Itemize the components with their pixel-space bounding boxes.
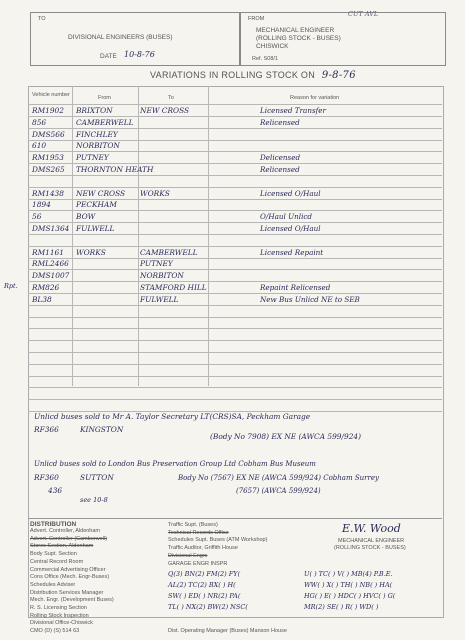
sale-2-line1: Unlicd buses sold to London Bus Preservation Group Ltd Cobham Bus Museum [34, 460, 316, 468]
cell-reason: Repaint Relicensed [260, 283, 331, 292]
garage-code-line-right: U( ) TC( ) V( ) MB(4) P.B.E. [304, 570, 393, 578]
table-row [30, 106, 440, 118]
from-line-1: MECHANICAL ENGINEER [256, 27, 335, 34]
distribution-item: Schedules Supt. Buses (ATM Workshop) [168, 537, 268, 544]
cell-to: FULWELL [140, 294, 179, 304]
garage-code-line-right: MR(2) SE( ) R( ) WD( ) [304, 603, 379, 611]
from-line-3: CHISWICK [256, 43, 289, 50]
ruled-line [28, 340, 442, 341]
title-text: VARIATIONS IN ROLLING STOCK ON [150, 70, 316, 80]
distribution-item: Commercial Advertising Officer [30, 566, 106, 573]
cell-to: CAMBERWELL [140, 247, 198, 257]
distribution-item: Cons Office (Mech. Engr-Buses) [30, 574, 110, 581]
cell-to: STAMFORD HILL [140, 283, 207, 292]
date-label: DATE [100, 53, 117, 60]
cell-to: NEW CROSS [140, 106, 190, 115]
page-title [150, 70, 356, 81]
ruled-line [28, 317, 442, 318]
distribution-item: Advert. Controller (Camberwell) [30, 535, 108, 542]
table-row [30, 130, 440, 142]
cell-vehicle: 610 [32, 141, 47, 151]
distribution-item: GARAGE ENGR INSPR [168, 560, 228, 567]
sale-1-line1: Unlicd buses sold to Mr A. Taylor Secretary LT(CRS)SA, Peckham Garage [34, 412, 311, 421]
table-row [30, 224, 440, 236]
col-reason: Reason for variation [290, 95, 340, 101]
distribution-item: Divisional Office-Chiswick [30, 620, 93, 627]
cell-vehicle: DMS1364 [32, 224, 70, 233]
cell-vehicle: RM1161 [32, 247, 64, 257]
distribution-rule [28, 518, 442, 519]
cell-from: BRIXTON [76, 106, 113, 115]
distribution-item: Stores Section, Aldenham [30, 543, 94, 550]
cell-from: NEW CROSS [76, 188, 126, 198]
distribution-item: Mech. Engr. (Development Buses) [30, 597, 114, 604]
sale-2-vehicle: RF360 [34, 473, 59, 482]
margin-note: Rpt. [4, 282, 18, 290]
sale-2-line3: (7657) (AWCA 599/924) [236, 487, 321, 495]
signature-title-1: MECHANICAL ENGINEER [338, 538, 405, 544]
distribution-footer: Dist. Operating Manager (Buses) Manson House [168, 628, 287, 634]
ruled-line [28, 399, 442, 400]
signature: E.W. Wood [342, 522, 401, 535]
ref-label: Ref. S08/1 [252, 56, 278, 62]
from-label: FROM [248, 16, 265, 22]
cell-vehicle: RM1953 [32, 153, 64, 163]
garage-code-line-right: WW( ) X( ) TH( ) NB( ) HA( [304, 581, 393, 589]
ruled-line [28, 328, 442, 329]
sale-2-vehicle2: 436 [48, 486, 63, 495]
cell-vehicle: DMS566 [32, 129, 65, 139]
table-row [30, 177, 440, 189]
table-row [30, 212, 440, 224]
distribution-item: Rolling Stock Inspection [30, 612, 89, 619]
table-row [30, 283, 440, 295]
cell-to: NORBITON [140, 271, 184, 281]
table-row [30, 248, 440, 260]
sale-1-from: KINGSTON [80, 425, 124, 434]
ruled-line [28, 387, 442, 388]
cell-vehicle: DMS1007 [32, 271, 70, 281]
signature-title-2: (ROLLING STOCK - BUSES) [334, 545, 406, 551]
table-row [30, 118, 440, 130]
cell-from: PUTNEY [76, 153, 109, 163]
cell-from: NORBITON [76, 141, 120, 151]
distribution-item: Divisional Engrs [168, 552, 208, 559]
cell-from: PECKHAM [76, 200, 117, 210]
from-line-2: (ROLLING STOCK - BUSES) [256, 35, 341, 42]
cell-reason: Licensed O/Haul [260, 224, 321, 233]
cell-reason: Licensed O/Haul [260, 188, 321, 198]
distribution-item: Distribution Services Manager [30, 589, 104, 596]
sale-1-line2: (Body No 7908) EX NE (AWCA 599/924) [210, 432, 361, 441]
table-row [30, 200, 440, 212]
distribution-item: Schedules Adviser [30, 581, 76, 588]
distribution-item: Traffic Auditor, Griffith House [168, 545, 238, 552]
distribution-item: Advert. Controller, Aldenham [30, 528, 101, 534]
corner-scrawl: CUT AVL [348, 10, 379, 18]
sale-2-from: SUTTON [80, 473, 114, 482]
table-row [30, 189, 440, 201]
date-value: 10-8-76 [124, 50, 155, 59]
distribution-item: R. S. Licensing Section [30, 605, 87, 611]
cell-to: WORKS [140, 188, 170, 198]
distribution-item: Traffic Supt. (Buses) [168, 522, 218, 528]
table-row [30, 141, 440, 153]
header-rule [28, 104, 442, 105]
cell-reason: Licensed Repaint [260, 247, 324, 257]
sale-1-vehicle: RF366 [34, 425, 59, 434]
cell-vehicle: RM1438 [32, 188, 64, 198]
sale-2-line2: Body No (7567) EX NE (AWCA 599/924) Cobham Surrey [178, 474, 379, 482]
cell-from: CAMBERWELL [76, 117, 134, 127]
cell-vehicle: DMS265 [32, 165, 65, 174]
distribution-item: CMO (D) (S) 514 63 [30, 628, 80, 635]
table-row [30, 153, 440, 165]
cell-from: BOW [76, 212, 96, 222]
cell-from: FULWELL [76, 224, 115, 233]
col-from: From [98, 95, 111, 101]
cell-reason: Relicensed [260, 165, 300, 174]
cell-reason: Relicensed [260, 117, 300, 127]
cell-to: PUTNEY [140, 259, 173, 269]
distribution-title: DISTRIBUTION [30, 521, 77, 528]
cell-from: THORNTON HEATH [76, 165, 154, 174]
table-row [30, 236, 440, 248]
table-row [30, 259, 440, 271]
cell-vehicle: 56 [32, 212, 42, 222]
cell-vehicle: BL38 [32, 294, 52, 304]
cell-vehicle: 1894 [32, 200, 51, 210]
see-note: see 10-8 [80, 496, 108, 504]
cell-reason: Licensed Transfer [260, 106, 326, 115]
to-label: TO [38, 16, 46, 22]
table-row [30, 295, 440, 307]
garage-code-line-right: HG( ) E( ) HDC( ) HVC( ) G( [304, 592, 396, 600]
ruled-line [28, 352, 442, 353]
cell-reason: New Bus Unlicd NE to SEB [260, 294, 360, 304]
distribution-item: Central Record Room [30, 558, 84, 565]
garage-code-line: SW( ) ED( ) NR(2) PA( [168, 592, 241, 600]
col-to: To [168, 95, 174, 101]
cell-from: FINCHLEY [76, 129, 118, 139]
distribution-item: Body Supt. Section [30, 551, 77, 558]
to-value: DIVISIONAL ENGINEERS (BUSES) [68, 34, 173, 41]
cell-from: WORKS [76, 247, 106, 257]
garage-code-line: TL( ) NX(2) BW(2) NSC( [168, 603, 248, 611]
cell-reason: O/Haul Unlicd [260, 212, 312, 222]
table-row [30, 271, 440, 283]
table-row [30, 165, 440, 177]
col-vehicle: Vehicle number [32, 92, 70, 98]
title-date: 9-8-76 [321, 70, 356, 81]
cell-vehicle: 856 [32, 117, 47, 127]
garage-code-line: AL(2) TC(2) BX( ) H( [168, 581, 236, 589]
cell-vehicle: RML2466 [32, 259, 69, 269]
cell-vehicle: RM826 [32, 283, 60, 292]
distribution-item: Technical Records Office [168, 529, 229, 536]
garage-code-line: Q(3) BN(2) FM(2) FY( [168, 570, 241, 578]
ruled-line [28, 376, 442, 377]
cell-vehicle: RM1902 [32, 106, 64, 115]
ruled-line [28, 364, 442, 365]
cell-reason: Delicensed [260, 153, 301, 163]
